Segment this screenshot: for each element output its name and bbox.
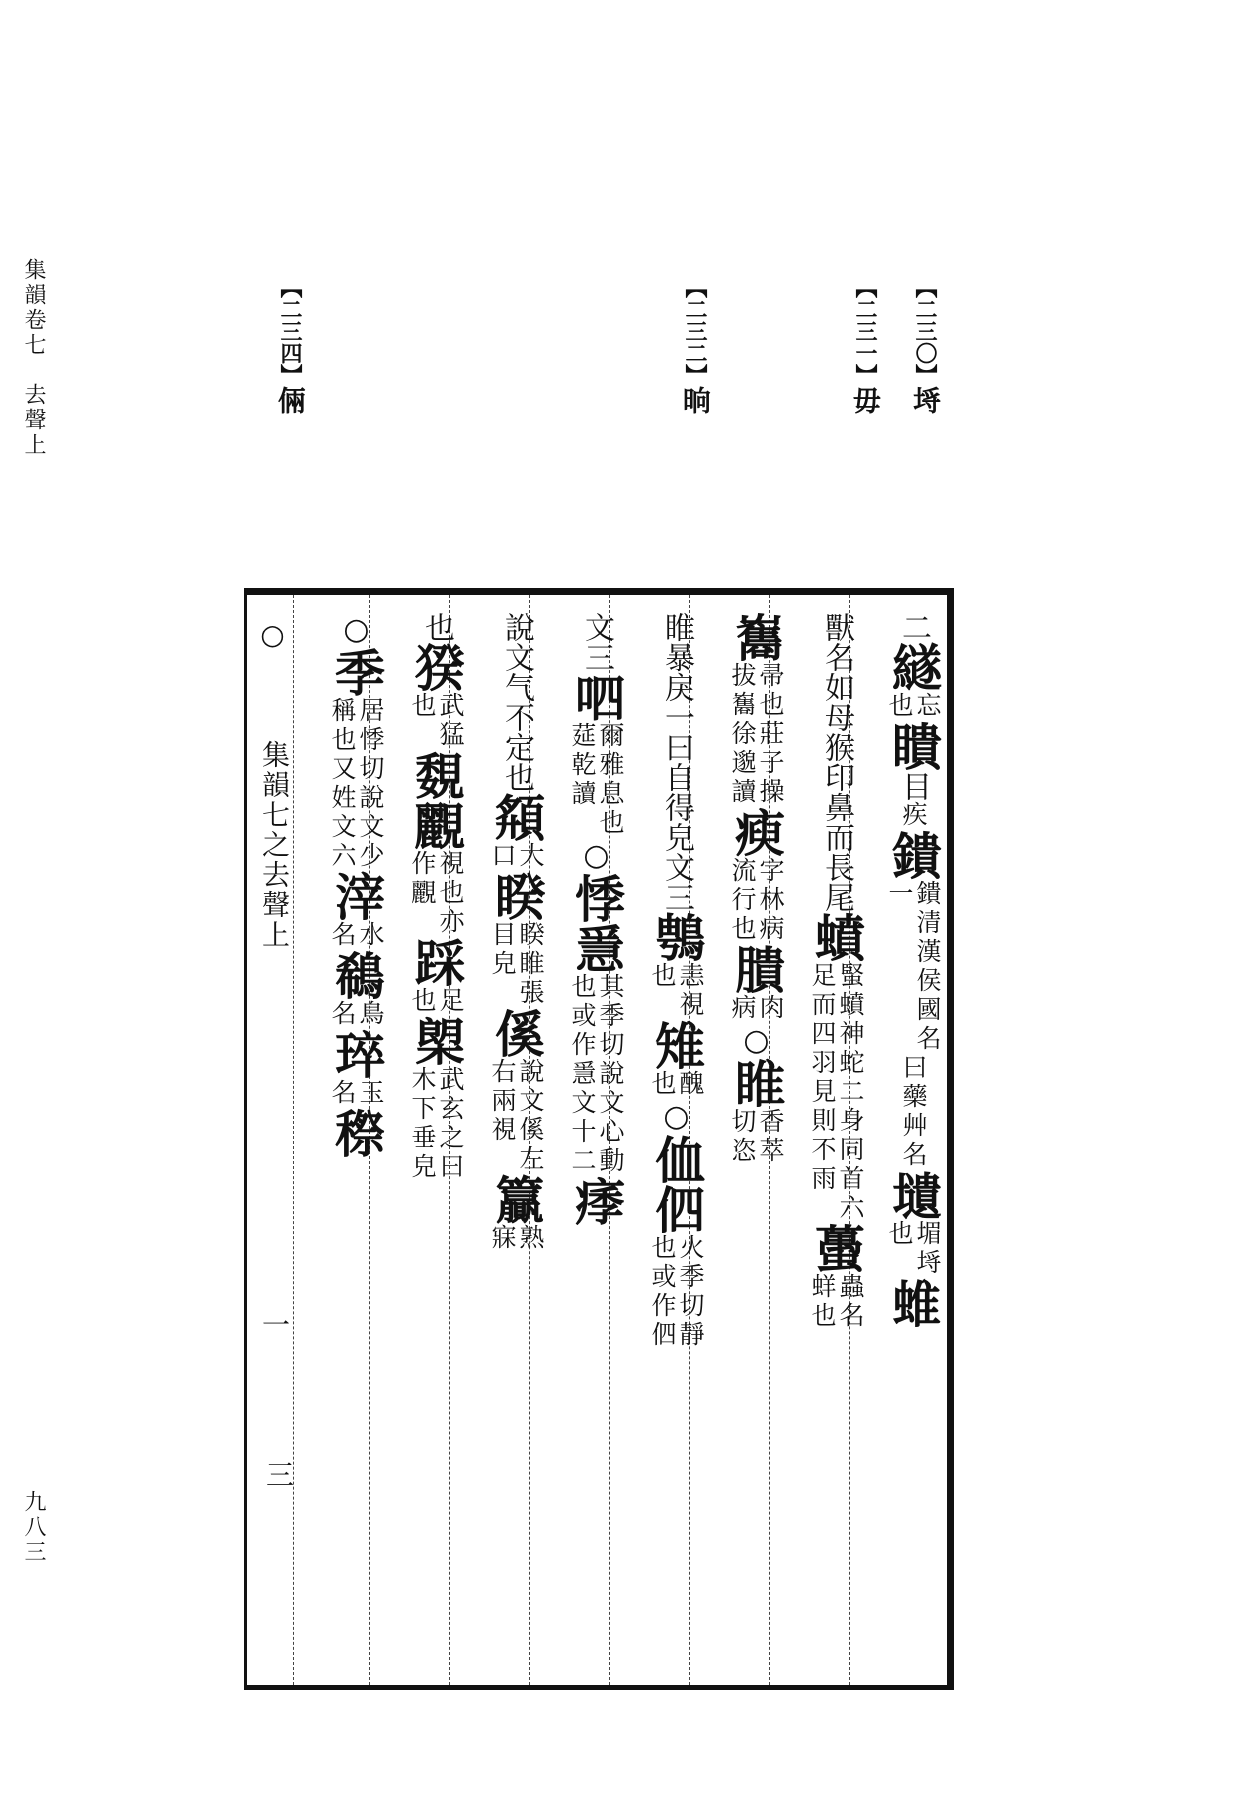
running-head-title: 集韻卷七 去聲上 xyxy=(21,258,46,458)
gloss-line: 堳埓 xyxy=(913,1220,942,1278)
double-line-gloss xyxy=(728,662,784,807)
gloss-line: 其季切說文心動 xyxy=(596,973,625,1176)
headword: 蟦 xyxy=(807,912,866,962)
banxin-fold-mark: 一 xyxy=(258,1310,291,1338)
text-column xyxy=(408,612,464,1672)
headword: 睢 xyxy=(727,1058,786,1108)
banxin-margin-column xyxy=(250,610,295,1680)
headword: 覣 xyxy=(407,750,466,800)
headword: 雟 xyxy=(727,612,786,662)
gloss-line: 爾雅息也 xyxy=(596,722,625,838)
gloss-line: 莚乾讀 xyxy=(568,722,597,809)
gloss-line: 睽睢張 xyxy=(516,921,545,1008)
gloss-line: 蟲名 xyxy=(836,1273,865,1331)
double-line-gloss xyxy=(408,692,464,750)
full-size-gloss: 印鼻而長尾 xyxy=(819,762,854,912)
headword: 呬 xyxy=(567,672,626,722)
headword: 鐀 xyxy=(884,830,943,880)
gloss-line: 醜 xyxy=(676,1070,705,1099)
full-size-gloss: 三 xyxy=(579,642,614,672)
gloss-line: 忘 xyxy=(913,692,942,721)
double-line-gloss xyxy=(488,842,544,871)
gloss-line: 流行也 xyxy=(728,857,757,944)
double-line-gloss xyxy=(885,880,941,1054)
headword: 籯 xyxy=(487,1174,546,1224)
gloss-line: 右兩視 xyxy=(488,1058,517,1145)
double-line-gloss xyxy=(568,722,624,838)
gloss-line: 蛘也 xyxy=(808,1273,837,1331)
gloss-line: 也或作伵 xyxy=(648,1234,677,1350)
gloss-line: 鳥 xyxy=(356,1000,385,1029)
text-column xyxy=(648,612,704,1672)
full-size-gloss: ○ xyxy=(579,838,614,873)
headword: 伵 xyxy=(647,1184,706,1234)
double-line-gloss xyxy=(885,692,941,721)
text-column xyxy=(488,612,544,1672)
gloss-line: 寐 xyxy=(488,1224,517,1253)
text-column xyxy=(568,612,624,1672)
gloss-line: 鐀清漢侯國名 xyxy=(913,880,942,1054)
full-size-gloss: ○ xyxy=(339,612,374,647)
gloss-line: 玉 xyxy=(356,1079,385,1108)
collation-note xyxy=(270,276,310,416)
note-char: 晌 xyxy=(679,386,712,416)
banxin-leaf-number: 三 xyxy=(262,1460,295,1488)
double-line-gloss xyxy=(408,987,464,1016)
banxin-title: 集韻七之去聲上 xyxy=(258,740,291,950)
double-line-gloss xyxy=(648,1234,704,1350)
headword: 㥯 xyxy=(567,923,626,973)
headword: 繸 xyxy=(884,642,943,692)
note-mark: 【二三〇】 xyxy=(912,276,938,386)
gloss-line: 也 xyxy=(885,692,914,721)
full-size-gloss: ○ xyxy=(739,1023,774,1058)
headword: 鵗 xyxy=(327,950,386,1000)
headword: 頯 xyxy=(487,792,546,842)
gloss-line: 熟 xyxy=(516,1224,545,1253)
double-line-gloss xyxy=(328,1079,384,1108)
full-size-gloss: 也 xyxy=(419,612,454,642)
note-char: 埓 xyxy=(909,386,942,416)
gloss-line: 視也亦 xyxy=(436,850,465,937)
headword: 䚕 xyxy=(407,800,466,850)
double-line-gloss xyxy=(728,1108,784,1166)
headword: 瞶 xyxy=(884,721,943,771)
gloss-line: 恚視 xyxy=(676,962,705,1020)
double-line-gloss xyxy=(488,1224,544,1253)
double-line-gloss xyxy=(648,1070,704,1099)
gloss-line: 火季切靜 xyxy=(676,1234,705,1350)
double-line-gloss xyxy=(328,1000,384,1029)
gloss-line: 香萃 xyxy=(756,1108,785,1166)
double-line-gloss xyxy=(568,973,624,1176)
double-line-gloss xyxy=(808,1273,864,1331)
double-line-gloss xyxy=(408,1066,464,1182)
page-number: 九八三 xyxy=(21,1490,46,1565)
gloss-line: 口 xyxy=(488,842,517,871)
double-line-gloss xyxy=(488,1058,544,1174)
headword: 蠆 xyxy=(807,1223,866,1273)
gloss-line: 切恣 xyxy=(728,1108,757,1166)
full-size-gloss: ○ xyxy=(659,1099,694,1134)
headword: 傒 xyxy=(487,1008,546,1058)
double-line-gloss xyxy=(728,857,784,944)
headword: 蜼 xyxy=(884,1278,943,1328)
gloss-line: 肉 xyxy=(756,994,785,1023)
full-size-gloss: 目 xyxy=(896,771,931,801)
gloss-line: 也 xyxy=(648,962,677,991)
full-size-gloss: 文 xyxy=(579,612,614,642)
double-line-gloss xyxy=(328,921,384,950)
gloss-line: 也 xyxy=(408,692,437,721)
gloss-line: 木下垂皃 xyxy=(408,1066,437,1182)
headword: 䳙 xyxy=(647,912,706,962)
headword: 踩 xyxy=(407,937,466,987)
headword: 痵 xyxy=(567,1176,626,1226)
double-line-gloss xyxy=(808,962,864,1223)
headword: 壝 xyxy=(884,1170,943,1220)
headword: 琗 xyxy=(327,1029,386,1079)
text-column xyxy=(808,612,864,1672)
gloss-line: 武猛 xyxy=(436,692,465,750)
gloss-line: 居悸切說文少 xyxy=(356,697,385,871)
double-line-gloss xyxy=(328,697,384,871)
double-line-gloss xyxy=(648,962,704,1020)
gloss-line: 也 xyxy=(408,987,437,1016)
gloss-line: 拔雟徐邈讀 xyxy=(728,662,757,807)
note-mark: 【二三四】 xyxy=(277,276,303,386)
gloss-line: 一 xyxy=(885,880,914,909)
text-column xyxy=(728,612,784,1672)
text-column xyxy=(328,612,384,1672)
headword: 㮾 xyxy=(407,1016,466,1066)
banxin-circle: ○ xyxy=(256,618,289,651)
gloss-line: 大 xyxy=(516,842,545,871)
gloss-line: 作䚕 xyxy=(408,850,437,908)
gloss-line: 足 xyxy=(436,987,465,1016)
collation-note xyxy=(905,276,945,416)
headword: 膭 xyxy=(727,944,786,994)
collation-note xyxy=(675,276,715,416)
full-size-gloss: 自得皃文三 xyxy=(659,762,694,912)
gloss-line: 疾 xyxy=(899,801,928,830)
gloss-line: 武玄之曰 xyxy=(436,1066,465,1182)
gloss-line: 帚也莊子操 xyxy=(756,662,785,807)
full-size-gloss: 獸名如母猴 xyxy=(819,612,854,762)
collation-note xyxy=(845,276,885,416)
double-line-gloss xyxy=(885,1220,941,1278)
gloss-line: 說文傒左 xyxy=(516,1058,545,1174)
gloss-line: 病 xyxy=(728,994,757,1023)
full-size-gloss: 不定也 xyxy=(499,702,534,792)
gloss-line: 曰藥艸名 xyxy=(899,1054,928,1170)
note-mark: 【二三一】 xyxy=(852,276,878,386)
headword: 睽 xyxy=(487,871,546,921)
double-line-gloss xyxy=(488,921,544,1008)
gloss-line: 水 xyxy=(356,921,385,950)
headword: 滓 xyxy=(327,871,386,921)
double-line-gloss xyxy=(899,1054,927,1170)
gloss-line: 稱也又姓文六 xyxy=(328,697,357,871)
headword: 悸 xyxy=(567,873,626,923)
headword: 侐 xyxy=(647,1134,706,1184)
gloss-line: 也 xyxy=(648,1070,677,1099)
gloss-line: 名 xyxy=(328,1079,357,1108)
headword: 季 xyxy=(327,647,386,697)
double-line-gloss xyxy=(899,801,927,830)
note-char: 毋 xyxy=(849,386,882,416)
text-column xyxy=(885,612,941,1672)
gloss-line: 足而四羽見則不雨 xyxy=(808,962,837,1194)
gloss-line: 也 xyxy=(885,1220,914,1249)
gloss-line: 蜸蟦神蛇二身同首六 xyxy=(836,962,865,1223)
note-char: 倆 xyxy=(274,386,307,416)
gloss-line: 目皃 xyxy=(488,921,517,979)
gloss-line: 名 xyxy=(328,1000,357,1029)
full-size-gloss: 二 xyxy=(896,612,931,642)
headword: 猤 xyxy=(407,642,466,692)
gloss-line: 字林病 xyxy=(756,857,785,944)
gloss-line: 也或作㥯文十二 xyxy=(568,973,597,1176)
headword: 雉 xyxy=(647,1020,706,1070)
double-line-gloss xyxy=(408,850,464,937)
note-mark: 【二三二】 xyxy=(682,276,708,386)
gloss-line: 名 xyxy=(328,921,357,950)
headword: 穄 xyxy=(327,1108,386,1158)
full-size-gloss: 說文气 xyxy=(499,612,534,702)
double-line-gloss xyxy=(728,994,784,1023)
full-size-gloss: 睢暴戾一曰 xyxy=(659,612,694,762)
headword: 瘐 xyxy=(727,807,786,857)
